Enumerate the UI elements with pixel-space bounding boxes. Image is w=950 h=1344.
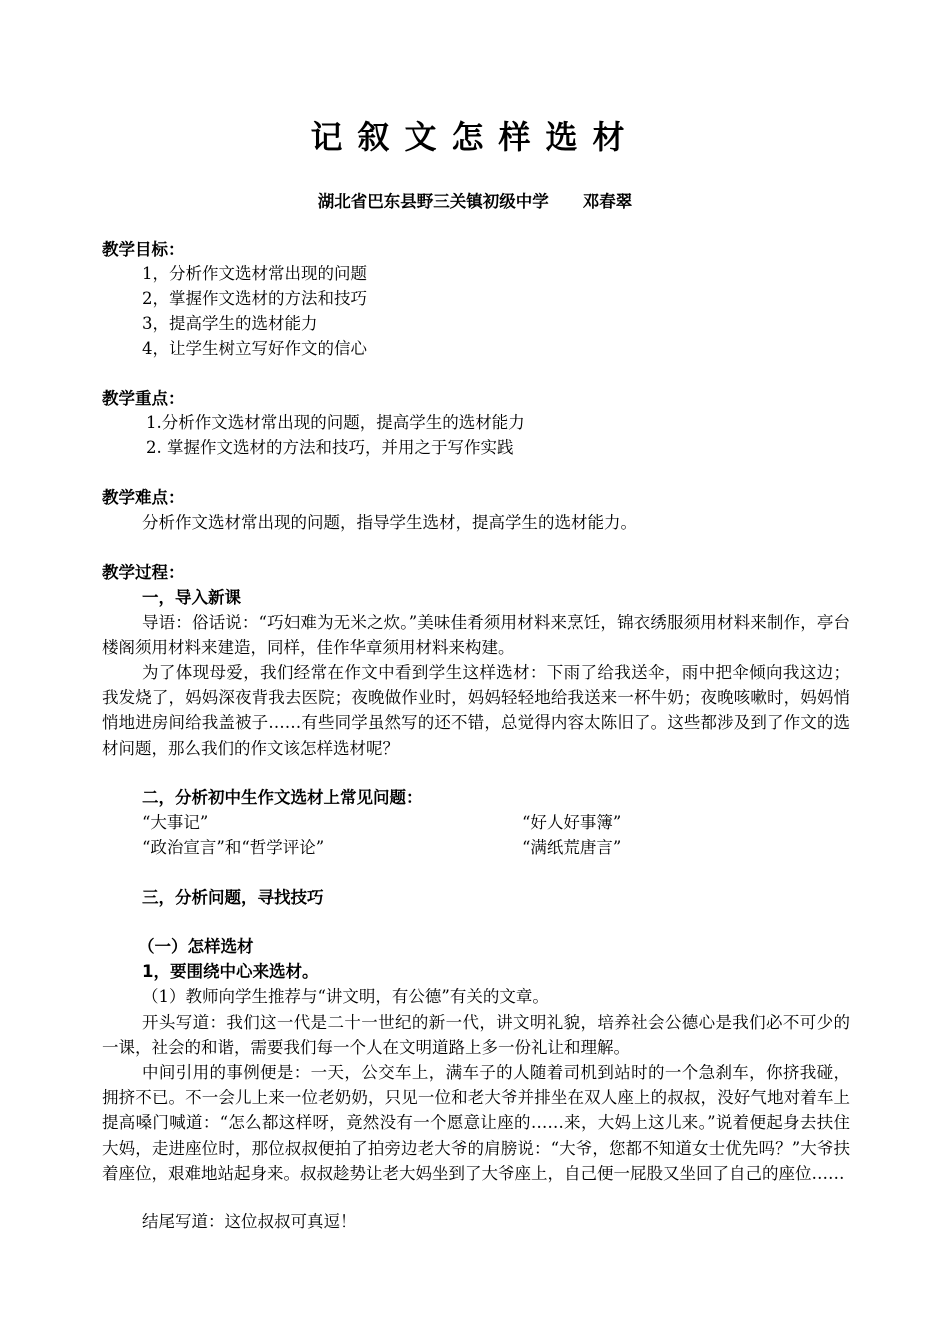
difficulties-heading: 教学难点： [102,488,185,507]
problem-item: “大事记” [142,813,209,832]
mother-love-paragraph: 为了体现母爱，我们经常在作文中看到学生这样选材：下雨了给我送伞，雨中把伞倾向我这边；我发烧了，妈妈深夜背我去医院；夜晚做作业时，妈妈轻轻地给我送来一杯牛奶；夜晚咳嗽时，妈妈悄悄地进房间给我盖被子……有些同学虽然写的还不错，总觉得内容太陈旧了。这些都涉及到了作文的选材问题，那么我们的作文该怎样选材呢？ [102,663,850,758]
author-name: 邓春翠 [582,192,633,211]
author-school: 湖北省巴东县野三关镇初级中学 [317,192,549,211]
objective-item: 3，提高学生的选材能力 [142,314,318,333]
problem-item: “好人好事簿” [522,813,622,832]
objective-item: 1，分析作文选材常出现的问题 [142,264,367,283]
difficulties-text: 分析作文选材常出现的问题，指导学生选材，提高学生的选材能力。 [142,513,637,532]
problem-item: “满纸荒唐言” [522,838,622,857]
example-intro: （1）教师向学生推荐与“讲文明，有公德”有关的文章。 [142,987,549,1006]
intro-paragraph: 导语：俗话说：“巧妇难为无米之炊。”美味佳肴须用材料来烹饪，锦衣绣服须用材料来制作，亭台楼阁须用材料来建造，同样，佳作华章须用材料来构建。 [102,613,850,658]
key-point-item: 1.分析作文选材常出现的问题，提高学生的选材能力 [146,413,525,432]
section1-heading: 一，导入新课 [142,588,241,607]
subsection1-heading: （一）怎样选材 [138,937,254,956]
key-point-item: 2. 掌握作文选材的方法和技巧，并用之于写作实践 [146,438,514,457]
objective-item: 4，让学生树立写好作文的信心 [142,339,367,358]
section3-heading: 三，分析问题，寻找技巧 [142,888,324,907]
section2-heading: 二，分析初中生作文选材上常见问题： [142,788,423,807]
example-opening: 开头写道：我们这一代是二十一世纪的新一代，讲文明礼貌，培养社会公德心是我们必不可少的一课，社会的和谐，需要我们每一个人在文明道路上多一份礼让和理解。 [102,1013,850,1058]
example-middle: 中间引用的事例便是：一天，公交车上，满车子的人随着司机到站时的一个急刹车，你挤我碰，拥挤不已。不一会儿上来一位老奶奶，只见一位和老大爷并排坐在双人座上的叔叔，没好气地对着车上提高嗓门喊道：“怎么都这样呀，竟然没有一个愿意让座的……来，大妈上这儿来。”说着便起身去扶住大妈，走进座位时，那位叔叔便拍了拍旁边老大爷的肩膀说：“大爷，您都不知道女士优先吗？”大爷扶着座位，艰难地站起身来。叔叔趁势让老大妈坐到了大爷座上，自己便一屁股又坐回了自己的座位…… [102,1063,850,1183]
point1-heading: 1，要围绕中心来选材。 [142,962,319,981]
document-title: 记叙文怎样选材 [310,118,640,156]
problem-item: “政治宣言”和“哲学评论” [142,838,325,857]
key-points-heading: 教学重点： [102,389,185,408]
author-line [0,188,950,212]
objective-item: 2，掌握作文选材的方法和技巧 [142,289,367,308]
objectives-heading: 教学目标： [102,240,185,259]
process-heading: 教学过程： [102,563,185,582]
example-ending: 结尾写道：这位叔叔可真逗！ [142,1212,357,1231]
